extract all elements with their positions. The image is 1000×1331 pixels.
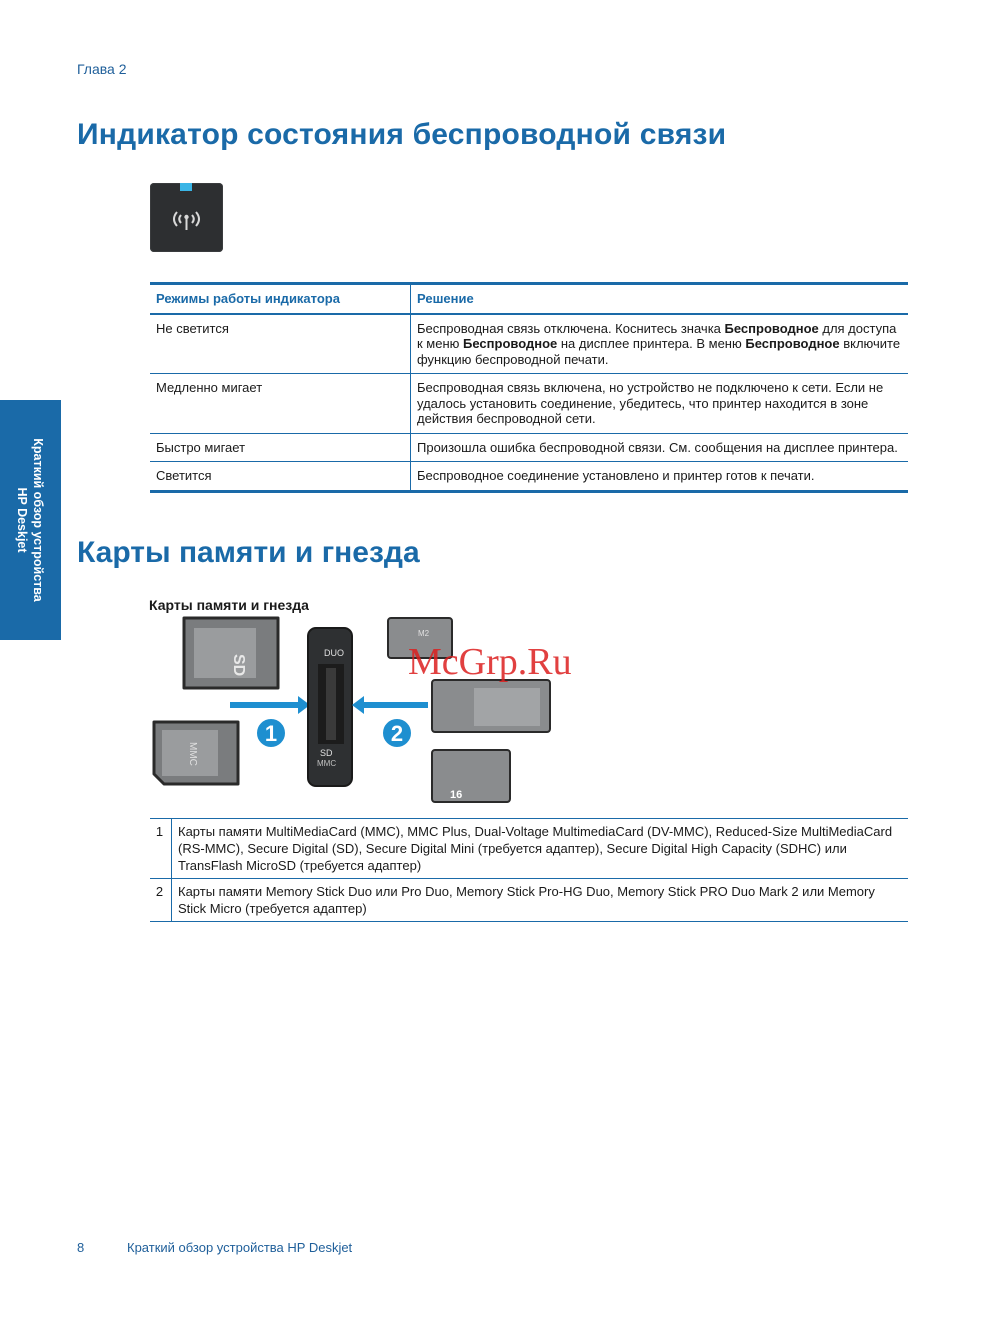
solution-bold: Беспроводное <box>463 336 558 351</box>
card-slot-icon <box>308 628 352 786</box>
svg-text:SD: SD <box>230 654 247 677</box>
mode-cell: Светится <box>150 462 411 492</box>
figure-caption: Карты памяти и гнезда <box>149 597 309 613</box>
side-tab <box>0 400 61 640</box>
table-row <box>150 314 908 374</box>
mode-cell: Не светится <box>150 314 411 374</box>
table-row <box>150 374 908 434</box>
solution-text: Беспроводная связь отключена. Коснитесь значка <box>417 320 725 336</box>
side-tab-line2: HP Deskjet <box>15 487 29 553</box>
watermark: McGrp.Ru <box>408 641 572 683</box>
solution-bold: Беспроводное <box>724 320 819 336</box>
list-text: Карты памяти Memory Stick Duo или Pro Duo, Memory Stick Pro-HG Duo, Memory Stick PRO Duo Mark 2 или Memory Stick Micro (требуется адаптер) <box>172 879 909 922</box>
page-number: 8 <box>77 1240 85 1255</box>
arrow-right-icon <box>230 696 310 714</box>
solution-cell: Произошла ошибка беспроводной связи. См. сообщения на дисплее принтера. <box>411 433 909 462</box>
table-row <box>150 462 908 492</box>
mode-cell: Медленно мигает <box>150 374 411 434</box>
side-tab-text <box>14 438 46 602</box>
list-number: 1 <box>150 819 172 879</box>
sd-card-icon <box>184 618 278 688</box>
callout-1-label: 1 <box>264 721 278 746</box>
callout-2-label: 2 <box>390 721 404 746</box>
wireless-led-panel <box>150 183 223 252</box>
table-row <box>150 433 908 462</box>
list-text: Карты памяти MultiMediaCard (MMC), MMC Plus, Dual-Voltage MultimediaCard (DV-MMC), Reduced-Size MultiMediaCard (RS-MMC), Secure Digital (SD), Secure Digital Mini (требуется адаптер), Secure Digital High Capacity (SDHC) или TransFlash MicroSD (требуется адаптер) <box>172 819 909 879</box>
table-row <box>150 879 908 922</box>
m2-label: M2 <box>418 629 430 638</box>
led-light <box>180 183 192 191</box>
solution-cell: Беспроводная связь включена, но устройство не подключено к сети. Если не удалось установить соединение, убедитесь, что принтер находится в зоне действия беспроводной сети. <box>411 374 909 434</box>
table-row <box>150 819 908 879</box>
callout-2-icon <box>382 718 412 748</box>
side-tab-line1: Краткий обзор устройства <box>31 438 45 602</box>
card-list-table <box>150 818 908 922</box>
solution-text: на дисплее принтера. В меню <box>557 336 746 351</box>
solution-text: для доступа к меню <box>417 320 897 351</box>
footer-text: Краткий обзор устройства HP Deskjet <box>127 1240 353 1255</box>
memory-stick-adapter-icon <box>432 680 550 732</box>
col-header-solution: Решение <box>411 284 909 314</box>
mmc-card-label: MMC <box>187 742 198 766</box>
solution-text: включите функцию беспроводной печати. <box>417 336 901 367</box>
mmc-slot-label: MMC <box>317 759 337 768</box>
duo-label: DUO <box>324 648 344 658</box>
col-header-mode: Режимы работы индикатора <box>150 284 411 314</box>
solution-cell: Беспроводное соединение установлено и принтер готов к печати. <box>411 462 909 492</box>
section-title-wireless: Индикатор состояния беспроводной связи <box>77 118 727 151</box>
solution-bold: Беспроводное <box>745 336 840 351</box>
indicator-table <box>150 282 908 493</box>
size-label: 16 <box>450 789 463 801</box>
section-title-memory: Карты памяти и гнезда <box>77 536 420 569</box>
mmc-card-icon <box>154 722 238 784</box>
list-number: 2 <box>150 879 172 922</box>
arrow-left-icon <box>352 696 428 714</box>
solution-cell <box>411 314 909 374</box>
memory-stick-duo-icon <box>432 750 510 802</box>
sd-label: SD <box>320 748 333 758</box>
wireless-icon <box>168 209 205 231</box>
callout-1-icon <box>256 718 286 748</box>
mode-cell: Быстро мигает <box>150 433 411 462</box>
chapter-label: Глава 2 <box>77 61 127 77</box>
